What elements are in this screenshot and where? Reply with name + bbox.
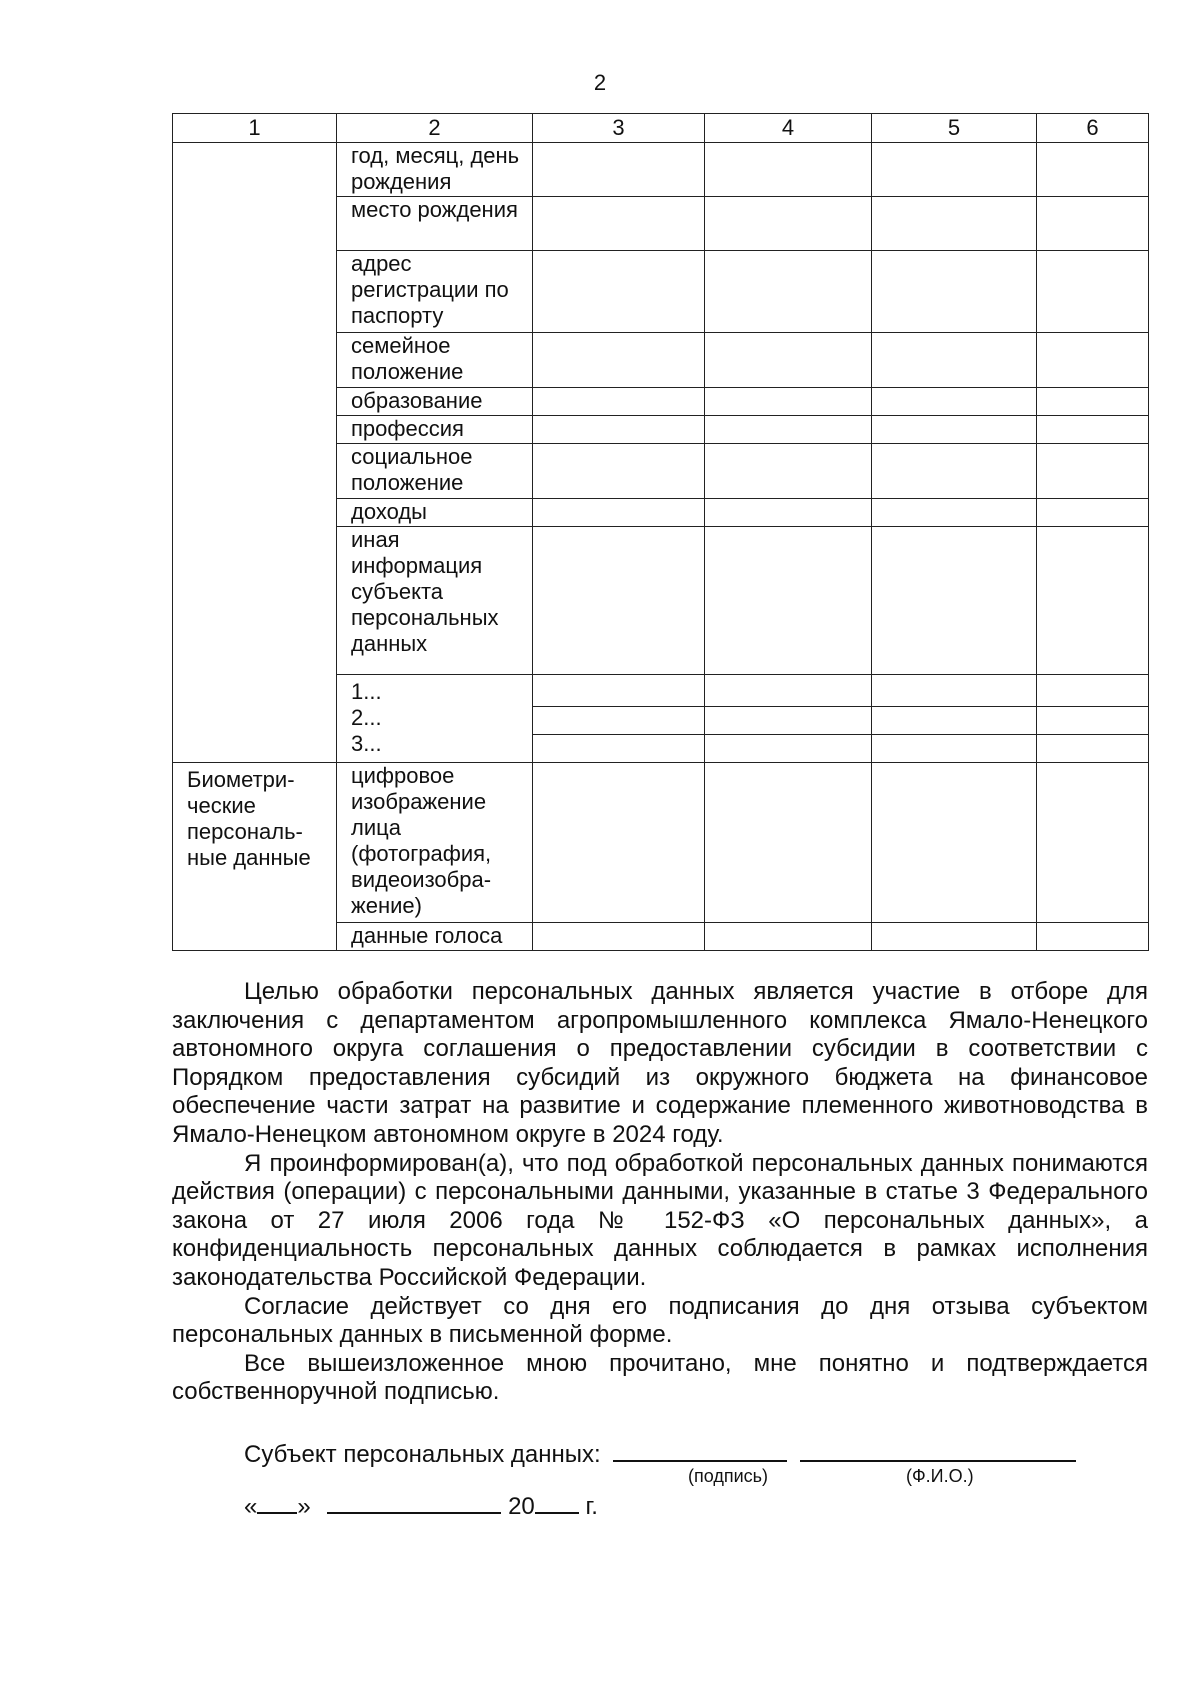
year-blank[interactable] [535, 1490, 579, 1514]
empty-cell [1037, 735, 1149, 763]
row-label: данные голоса [337, 923, 533, 951]
empty-cell [872, 388, 1037, 416]
empty-cell [872, 735, 1037, 763]
signature-caption: (подпись) [688, 1466, 769, 1486]
empty-cell [705, 197, 872, 251]
empty-cell [1037, 388, 1149, 416]
empty-cell [1037, 707, 1149, 735]
empty-cell [533, 416, 705, 444]
empty-cell [705, 444, 872, 499]
empty-category-cell [173, 143, 337, 763]
empty-cell [533, 251, 705, 333]
table-row [173, 763, 1149, 923]
empty-cell [705, 416, 872, 444]
numbered-items-cell [337, 675, 533, 763]
empty-cell [1037, 333, 1149, 388]
empty-cell [705, 923, 872, 951]
paragraph: Все вышеизложенное мною прочитано, мне понятно и подтверждается собственноручной подписью. [172, 1349, 1148, 1406]
date-line [244, 1490, 598, 1521]
page-number: 2 [593, 70, 607, 95]
empty-cell [1037, 675, 1149, 707]
consent-text [172, 978, 1148, 1407]
row-label: место рождения [337, 197, 533, 251]
empty-cell [872, 527, 1037, 675]
empty-cell [533, 763, 705, 923]
empty-cell [1037, 527, 1149, 675]
signature-blank[interactable] [613, 1438, 787, 1462]
empty-cell [533, 735, 705, 763]
empty-cell [705, 388, 872, 416]
empty-cell [533, 388, 705, 416]
empty-cell [533, 143, 705, 197]
row-label: семейное положение [337, 333, 533, 388]
year-prefix: 20 [508, 1493, 535, 1520]
empty-cell [705, 333, 872, 388]
empty-cell [1037, 143, 1149, 197]
day-blank[interactable] [257, 1490, 297, 1514]
paragraph: Я проинформирован(а), что под обработкой персональных данных понимаются действия (операции) с персональными данными, указанные в статье 3 Федерального закона от 27 июля 2006 года № 152-ФЗ «О персональных данных», а конфиденциальность персональных данных соблюдается в рамках исполнения законодательства Российской Федерации. [172, 1149, 1148, 1291]
empty-cell [705, 143, 872, 197]
empty-cell [533, 527, 705, 675]
empty-cell [705, 499, 872, 527]
row-label: год, месяц, день рождения [337, 143, 533, 197]
signature-line [244, 1438, 1076, 1469]
numbered-item: 1... [351, 679, 382, 704]
empty-cell [872, 499, 1037, 527]
column-header: 2 [337, 114, 533, 143]
year-suffix: г. [585, 1493, 598, 1520]
paragraph: Целью обработки персональных данных является участие в отборе для заключения с департаментом агропромышленного комплекса Ямало-Ненецкого автономного округа соглашения о предоставлении субсидии в соответствии с Порядком предоставления субсидий из окружного бюджета на финансовое обеспечение части затрат на развитие и содержание племенного животноводства в Ямало-Ненецком автономном округе в 2024 году. [172, 978, 1148, 1148]
empty-cell [1037, 251, 1149, 333]
biometric-category: Биометри- ческие персональ- ные данные [173, 763, 337, 951]
row-label: образование [337, 388, 533, 416]
empty-cell [533, 707, 705, 735]
paragraph: Согласие действует со дня его подписания до дня отзыва субъектом персональных данных в письменной форме. [172, 1292, 1148, 1349]
empty-cell [872, 416, 1037, 444]
empty-cell [533, 333, 705, 388]
empty-cell [872, 251, 1037, 333]
open-quote: « [244, 1493, 258, 1520]
personal-data-table [172, 113, 1149, 951]
table-row [173, 143, 1149, 197]
empty-cell [872, 763, 1037, 923]
empty-cell [872, 444, 1037, 499]
empty-cell [705, 251, 872, 333]
empty-cell [1037, 499, 1149, 527]
name-caption: (Ф.И.О.) [906, 1466, 974, 1486]
column-header: 3 [533, 114, 705, 143]
close-quote: » [297, 1493, 311, 1520]
row-label: социальное положение [337, 444, 533, 499]
empty-cell [872, 197, 1037, 251]
signature-label: Субъект персональных данных: [244, 1441, 601, 1468]
empty-cell [533, 197, 705, 251]
empty-cell [1037, 763, 1149, 923]
row-label: иная информация субъекта персональных данных [337, 527, 533, 675]
table-header-row [173, 114, 1149, 143]
empty-cell [1037, 416, 1149, 444]
column-header: 1 [173, 114, 337, 143]
month-blank[interactable] [327, 1490, 501, 1514]
empty-cell [1037, 197, 1149, 251]
empty-cell [872, 707, 1037, 735]
empty-cell [705, 763, 872, 923]
empty-cell [705, 707, 872, 735]
empty-cell [533, 499, 705, 527]
name-blank[interactable] [800, 1438, 1076, 1462]
numbered-item: 2... [351, 705, 382, 730]
empty-cell [872, 333, 1037, 388]
empty-cell [533, 675, 705, 707]
empty-cell [1037, 923, 1149, 951]
numbered-item: 3... [351, 731, 382, 756]
empty-cell [872, 923, 1037, 951]
column-header: 4 [705, 114, 872, 143]
row-label: адрес регистрации по паспорту [337, 251, 533, 333]
empty-cell [705, 527, 872, 675]
empty-cell [872, 143, 1037, 197]
empty-cell [533, 444, 705, 499]
row-label: доходы [337, 499, 533, 527]
empty-cell [705, 735, 872, 763]
column-header: 6 [1037, 114, 1149, 143]
empty-cell [1037, 444, 1149, 499]
column-header: 5 [872, 114, 1037, 143]
row-label: цифровое изображение лица (фотография, видеоизобра- жение) [337, 763, 533, 923]
empty-cell [872, 675, 1037, 707]
row-label: профессия [337, 416, 533, 444]
empty-cell [705, 675, 872, 707]
empty-cell [533, 923, 705, 951]
